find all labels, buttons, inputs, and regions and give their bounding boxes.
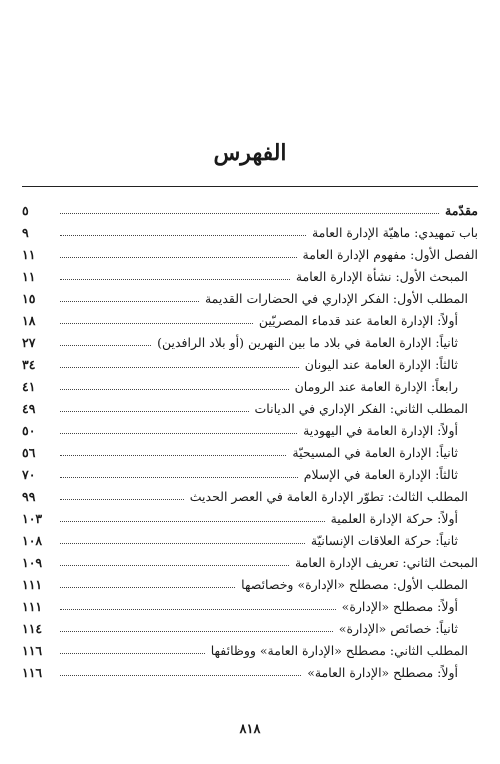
toc-entry-label: المطلب الأول: مصطلح «الإدارة» وخصائصها xyxy=(241,577,468,592)
toc-entry-page: ١١٦ xyxy=(22,643,43,658)
dot-leader xyxy=(60,609,336,610)
toc-entry-label: الفصل الأول: مفهوم الإدارة العامة xyxy=(302,247,478,262)
dot-leader xyxy=(60,301,199,302)
toc-entry-label: ثانياً: خصائص «الإدارة» xyxy=(338,621,458,636)
toc-entry-page: ١١ xyxy=(22,269,36,284)
toc-entry-label: المطلب الثالث: تطوّر الإدارة العامة في العصر الحديث xyxy=(189,489,468,504)
dot-leader xyxy=(60,257,297,258)
toc-entry-page: ١٨ xyxy=(22,313,36,328)
toc-entry-label: المبحث الثاني: تعريف الإدارة العامة xyxy=(294,555,478,570)
dot-leader xyxy=(60,653,205,654)
toc-entry xyxy=(22,439,478,461)
toc-entry xyxy=(22,659,478,681)
page-number: ٨١٨ xyxy=(239,722,261,737)
toc-entry-page: ٢٧ xyxy=(22,335,36,350)
toc-entry-page: ٤٩ xyxy=(22,401,36,416)
dot-leader xyxy=(60,345,151,346)
toc-entry-label: باب تمهيدي: ماهيّة الإدارة العامة xyxy=(311,225,478,240)
dot-leader xyxy=(60,477,298,478)
toc-entry-label: ثانياً: الإدارة العامة في بلاد ما بين النهرين (أو بلاد الرافدين) xyxy=(157,335,458,350)
toc-entry-label: أولاً: الإدارة العامة عند قدماء المصريّين xyxy=(258,313,458,328)
toc-entry-label: ثانياً: الإدارة العامة في المسيحيّة xyxy=(292,445,458,460)
toc-entry-page: ٣٤ xyxy=(22,357,36,372)
dot-leader xyxy=(60,521,325,522)
toc-entry xyxy=(22,395,478,417)
toc-entry-label: أولاً: الإدارة العامة في اليهودية xyxy=(303,423,458,438)
toc-entry xyxy=(22,219,478,241)
toc-entry-page: ٧٠ xyxy=(22,467,36,482)
toc-entry xyxy=(22,329,478,351)
dot-leader xyxy=(60,411,249,412)
toc-entry xyxy=(22,505,478,527)
dot-leader xyxy=(60,675,301,676)
table-of-contents xyxy=(22,197,478,681)
toc-entry xyxy=(22,307,478,329)
toc-entry xyxy=(22,197,478,219)
toc-entry-page: ١١١ xyxy=(22,577,43,592)
toc-entry-page: ١٠٣ xyxy=(22,511,43,526)
dot-leader xyxy=(60,389,289,390)
toc-entry-label: ثالثاً: الإدارة العامة في الإسلام xyxy=(303,467,458,482)
toc-entry-label: أولاً: مصطلح «الإدارة العامة» xyxy=(307,665,458,680)
dot-leader xyxy=(60,279,290,280)
toc-entry-page: ١١٤ xyxy=(22,621,43,636)
toc-entry xyxy=(22,637,478,659)
toc-entry-page: ٥٦ xyxy=(22,445,36,460)
dot-leader xyxy=(60,631,333,632)
toc-entry-label: مقدّمة xyxy=(445,203,478,218)
toc-entry xyxy=(22,417,478,439)
page-title: الفهرس xyxy=(213,140,287,166)
toc-entry-label: المطلب الثاني: مصطلح «الإدارة العامة» ووظائفها xyxy=(210,643,468,658)
dot-leader xyxy=(60,499,184,500)
dot-leader xyxy=(60,543,305,544)
dot-leader xyxy=(60,235,306,236)
dot-leader xyxy=(60,455,286,456)
toc-entry-page: ١٠٨ xyxy=(22,533,43,548)
toc-entry-label: المبحث الأول: نشأة الإدارة العامة xyxy=(295,269,468,284)
toc-entry-page: ٥٠ xyxy=(22,423,36,438)
toc-entry-page: ١٠٩ xyxy=(22,555,43,570)
toc-entry xyxy=(22,263,478,285)
toc-entry xyxy=(22,527,478,549)
toc-entry xyxy=(22,373,478,395)
toc-entry-page: ٩ xyxy=(22,225,29,240)
toc-entry-label: المطلب الأول: الفكر الإداري في الحضارات القديمة xyxy=(204,291,468,306)
dot-leader xyxy=(60,587,235,588)
toc-entry-page: ٥ xyxy=(22,203,29,218)
toc-entry xyxy=(22,461,478,483)
toc-entry-page: ٩٩ xyxy=(22,489,36,504)
dot-leader xyxy=(60,367,299,368)
dot-leader xyxy=(60,565,289,566)
toc-entry-label: أولاً: حركة الإدارة العلمية xyxy=(330,511,458,526)
toc-entry xyxy=(22,593,478,615)
toc-entry xyxy=(22,351,478,373)
dot-leader xyxy=(60,213,439,214)
toc-entry xyxy=(22,285,478,307)
toc-entry-page: ٤١ xyxy=(22,379,36,394)
toc-entry xyxy=(22,571,478,593)
toc-entry-page: ١٥ xyxy=(22,291,36,306)
toc-entry xyxy=(22,549,478,571)
dot-leader xyxy=(60,323,253,324)
toc-entry-label: المطلب الثاني: الفكر الإداري في الديانات xyxy=(254,401,468,416)
toc-entry-label: ثانياً: حركة العلاقات الإنسانيّة xyxy=(310,533,458,548)
dot-leader xyxy=(60,433,297,434)
toc-entry-page: ١١ xyxy=(22,247,36,262)
toc-entry-label: أولاً: مصطلح «الإدارة» xyxy=(341,599,458,614)
toc-entry-label: رابعاً: الإدارة العامة عند الرومان xyxy=(294,379,458,394)
toc-entry xyxy=(22,241,478,263)
title-divider xyxy=(22,186,478,187)
toc-entry-page: ١١١ xyxy=(22,599,43,614)
toc-entry-label: ثالثاً: الإدارة العامة عند اليونان xyxy=(304,357,458,372)
toc-entry-page: ١١٦ xyxy=(22,665,43,680)
toc-entry xyxy=(22,483,478,505)
toc-entry xyxy=(22,615,478,637)
